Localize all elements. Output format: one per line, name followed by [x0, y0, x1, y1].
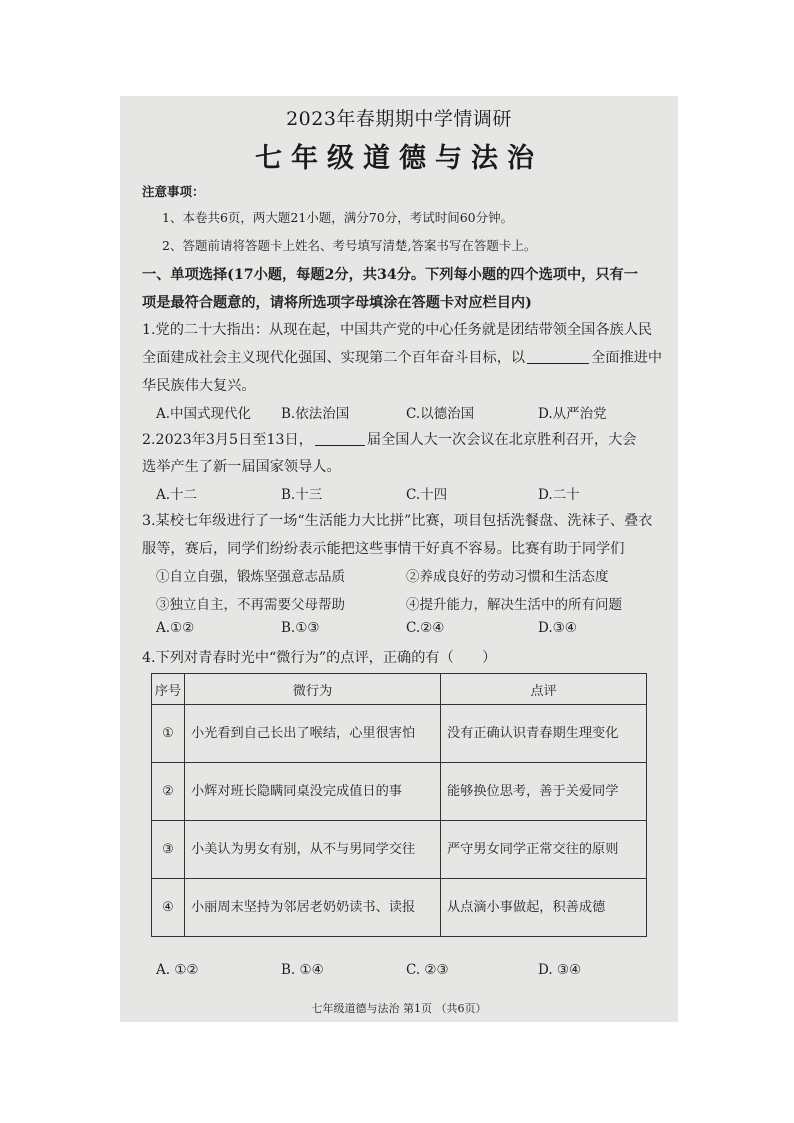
q1-option-c: C.以德治国: [406, 406, 475, 422]
q1-line3: 华民族伟大复兴。: [142, 378, 256, 394]
row-behavior: 小光看到自己长出了喉结，心里很害怕: [185, 705, 441, 763]
row-number: ③: [152, 821, 185, 879]
q4-option-c: C. ②③: [406, 962, 449, 978]
q3-option-d: D.③④: [538, 620, 577, 636]
q3-statement-2: ②养成良好的劳动习惯和生活态度: [406, 569, 609, 585]
row-comment: 没有正确认识青春期生理变化: [441, 705, 647, 763]
q2-option-a: A.十二: [156, 487, 198, 503]
q2-option-d: D.二十: [538, 487, 580, 503]
exam-page: [120, 96, 678, 1022]
row-behavior: 小美认为男女有别，从不与男同学交往: [185, 821, 441, 879]
notice-item-1: 1、本卷共6页，两大题21小题，满分70分，考试时间60分钟。: [162, 210, 514, 225]
q1-line2: [142, 347, 662, 367]
row-behavior: 小辉对班长隐瞒同桌没完成值日的事: [185, 763, 441, 821]
q1-line2-text-b: 全面推进中: [591, 350, 663, 366]
q3-statement-3: ③独立自主，不再需要父母帮助: [156, 597, 345, 613]
q4-stem: 4.下列对青春时光中“微行为”的点评，正确的有（ ）: [142, 650, 497, 666]
q2-line2: 选举产生了新一届国家领导人。: [142, 459, 341, 475]
row-comment: 能够换位思考，善于关爱同学: [441, 763, 647, 821]
row-number: ④: [152, 879, 185, 937]
notice-item-2: 2、答题前请将答题卡上姓名、考号填写清楚,答案书写在答题卡上。: [162, 238, 537, 253]
q1-line2-text-a: 全面建成社会主义现代化强国、实现第二个百年奋斗目标，以: [142, 350, 526, 366]
q3-statement-4: ④提升能力，解决生活中的所有问题: [406, 597, 622, 613]
section1-instruction-line1: 一、单项选择(17小题，每题2分，共34分。下列每小题的四个选项中，只有一: [142, 267, 638, 283]
column-header-behavior: 微行为: [185, 674, 441, 705]
column-header-comment: 点评: [441, 674, 647, 705]
table-header-row: [152, 674, 647, 705]
q2-answer-blank: [315, 431, 365, 446]
row-number: ①: [152, 705, 185, 763]
q1-answer-blank: [527, 349, 589, 364]
q3-option-a: A.①②: [156, 620, 195, 636]
q4-option-b: B. ①④: [281, 962, 324, 978]
table-row: [152, 879, 647, 937]
q4-table: [151, 673, 647, 937]
q2-line1-text-a: 2.2023年3月5日至13日，: [142, 432, 313, 448]
row-number: ②: [152, 763, 185, 821]
q3-line1: 3.某校七年级进行了一场“生活能力大比拼”比赛，项目包括洗餐盘、洗袜子、叠衣: [142, 513, 653, 529]
q3-option-b: B.①③: [281, 620, 320, 636]
row-comment: 严守男女同学正常交往的原则: [441, 821, 647, 879]
table-row: [152, 821, 647, 879]
page-footer: 七年级道德与法治 第1页 （共6页）: [311, 1002, 487, 1015]
table-row: [152, 763, 647, 821]
q2-line1-text-b: 届全国人大一次会议在北京胜利召开，大会: [366, 432, 637, 448]
q2-line1: [142, 429, 636, 449]
q1-line1: 1.党的二十大指出：从现在起，中国共产党的中心任务就是团结带领全国各族人民: [142, 322, 653, 338]
exam-title: 2023年春期期中学情调研: [286, 108, 512, 130]
q2-option-b: B.十三: [281, 487, 323, 503]
section1-instruction-line2: 项是最符合题意的，请将所选项字母填涂在答题卡对应栏目内): [142, 295, 532, 311]
notice-heading: 注意事项：: [142, 184, 205, 199]
q3-statement-1: ①自立自强，锻炼坚强意志品质: [156, 569, 345, 585]
column-header-number: 序号: [152, 674, 185, 705]
row-comment: 从点滴小事做起，积善成德: [441, 879, 647, 937]
q2-option-c: C.十四: [406, 487, 448, 503]
q1-option-b: B.依法治国: [281, 406, 350, 422]
q4-option-d: D. ③④: [538, 962, 582, 978]
table-row: [152, 705, 647, 763]
subject-title: 七年级道德与法治: [255, 143, 543, 174]
q4-option-a: A. ①②: [156, 962, 199, 978]
q3-option-c: C.②④: [406, 620, 445, 636]
q1-option-a: A.中国式现代化: [156, 406, 252, 422]
q1-option-d: D.从严治党: [538, 406, 607, 422]
row-behavior: 小丽周末坚持为邻居老奶奶读书、读报: [185, 879, 441, 937]
q3-line2: 服等，赛后，同学们纷纷表示能把这些事情干好真不容易。比赛有助于同学们: [142, 541, 625, 557]
